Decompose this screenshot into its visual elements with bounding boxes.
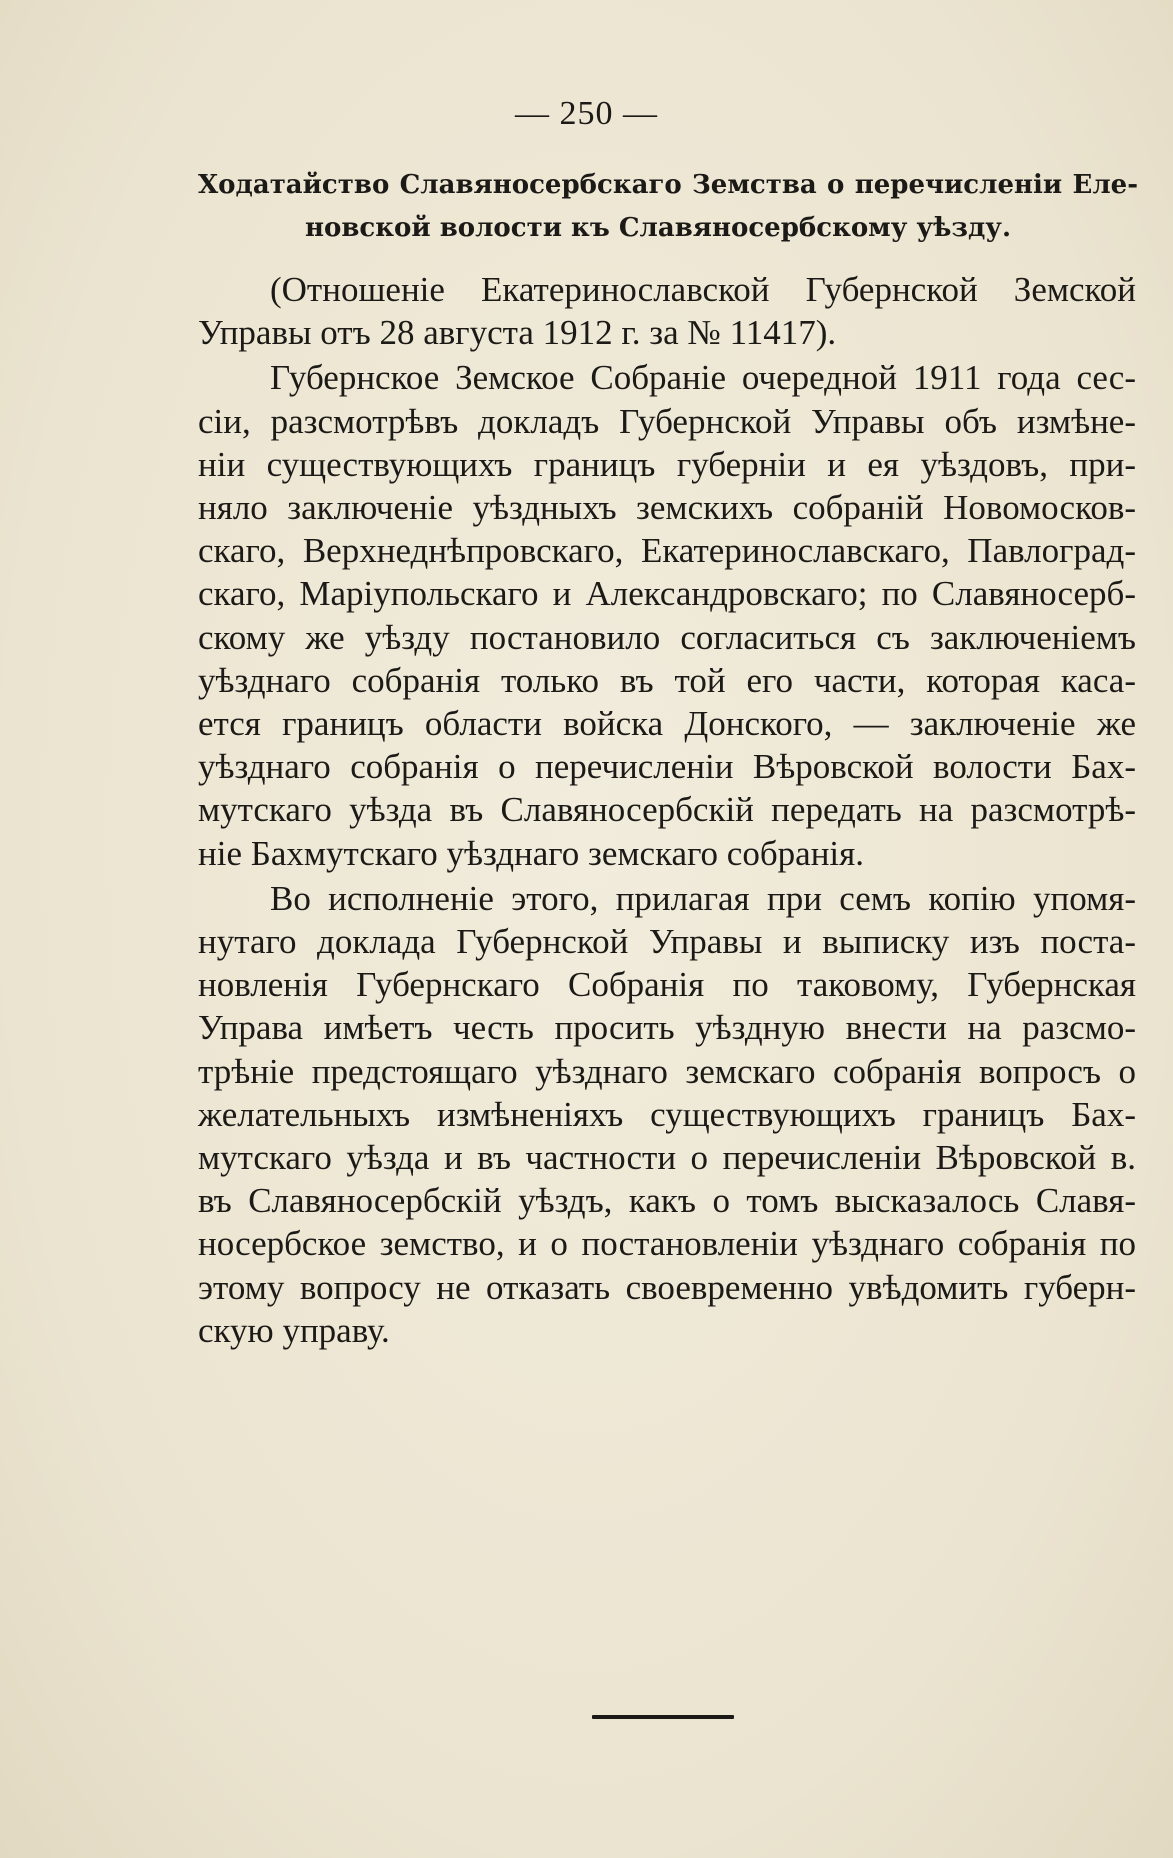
text-line: няло заключеніе уѣздныхъ земскихъ собраній Новомосков- xyxy=(198,488,1136,528)
text-line: Управы отъ 28 августа 1912 г. за № 11417). xyxy=(198,313,837,353)
document-body xyxy=(198,268,1136,1352)
text-line: въ Славяносербскій уѣздъ, какъ о томъ высказалось Славя- xyxy=(198,1181,1136,1221)
text-line: новленія Губернскаго Собранія по таковому, Губернская xyxy=(198,965,1136,1005)
text-line: этому вопросу не отказать своевременно увѣдомить губерн- xyxy=(198,1267,1136,1307)
section-divider-rule xyxy=(592,1715,734,1719)
text-line: желательныхъ измѣненіяхъ существующихъ границъ Бах- xyxy=(198,1094,1136,1134)
page-number: — 250 — xyxy=(515,95,658,132)
text-line: трѣніе предстоящаго уѣзднаго земскаго собранія вопросъ о xyxy=(198,1051,1136,1091)
text-line: Губернское Земское Собраніе очередной 1911 года сес- xyxy=(270,358,1136,398)
text-line: Управа имѣетъ честь просить уѣздную внести на разсмо- xyxy=(198,1008,1136,1048)
paragraph-resolution xyxy=(198,356,1136,874)
text-line: мутскаго уѣзда и въ частности о перечисленіи Вѣровской в. xyxy=(198,1138,1136,1178)
text-line: ніе Бахмутскаго уѣзднаго земскаго собранія. xyxy=(198,833,864,873)
heading-line: новской волости къ Славяносербскому уѣзду. xyxy=(304,213,1012,243)
text-line: носербское земство, и о постановленіи уѣзднаго собранія по xyxy=(198,1224,1136,1264)
text-line: нутаго доклада Губернской Управы и выписку изъ поста- xyxy=(198,922,1136,962)
text-line: ется границъ области войска Донского, — заключеніе же xyxy=(198,704,1136,744)
text-line: скаго, Верхнеднѣпровскаго, Екатеринославскаго, Павлоград- xyxy=(198,531,1136,571)
text-line: мутскаго уѣзда въ Славяносербскій передать на разсмотрѣ- xyxy=(198,790,1136,830)
text-line: скому же уѣзду постановило согласиться съ заключеніемъ xyxy=(198,617,1136,657)
paragraph-request xyxy=(198,877,1136,1352)
text-line: сіи, разсмотрѣвъ докладъ Губернской Управы объ измѣне- xyxy=(198,401,1136,441)
text-line: скаго, Маріупольскаго и Александровскаго; по Славяносерб- xyxy=(198,574,1136,614)
text-line: скую управу. xyxy=(198,1310,390,1350)
paragraph-reference xyxy=(198,268,1136,354)
heading-line: Ходатайство Славяносербскаго Земства о перечисленіи Еле- xyxy=(198,170,1138,200)
document-heading xyxy=(198,164,1138,250)
text-line: Во исполненіе этого, прилагая при семъ копію упомя- xyxy=(270,878,1136,918)
text-line: (Отношеніе Екатеринославской Губернской Земской xyxy=(270,270,1136,309)
text-line: уѣзднаго собранія о перечисленіи Вѣровской волости Бах- xyxy=(198,747,1136,787)
text-line: ніи существующихъ границъ губерніи и ея уѣздовъ, при- xyxy=(198,444,1136,484)
text-line: уѣзднаго собранія только въ той его части, которая каса- xyxy=(198,660,1136,700)
